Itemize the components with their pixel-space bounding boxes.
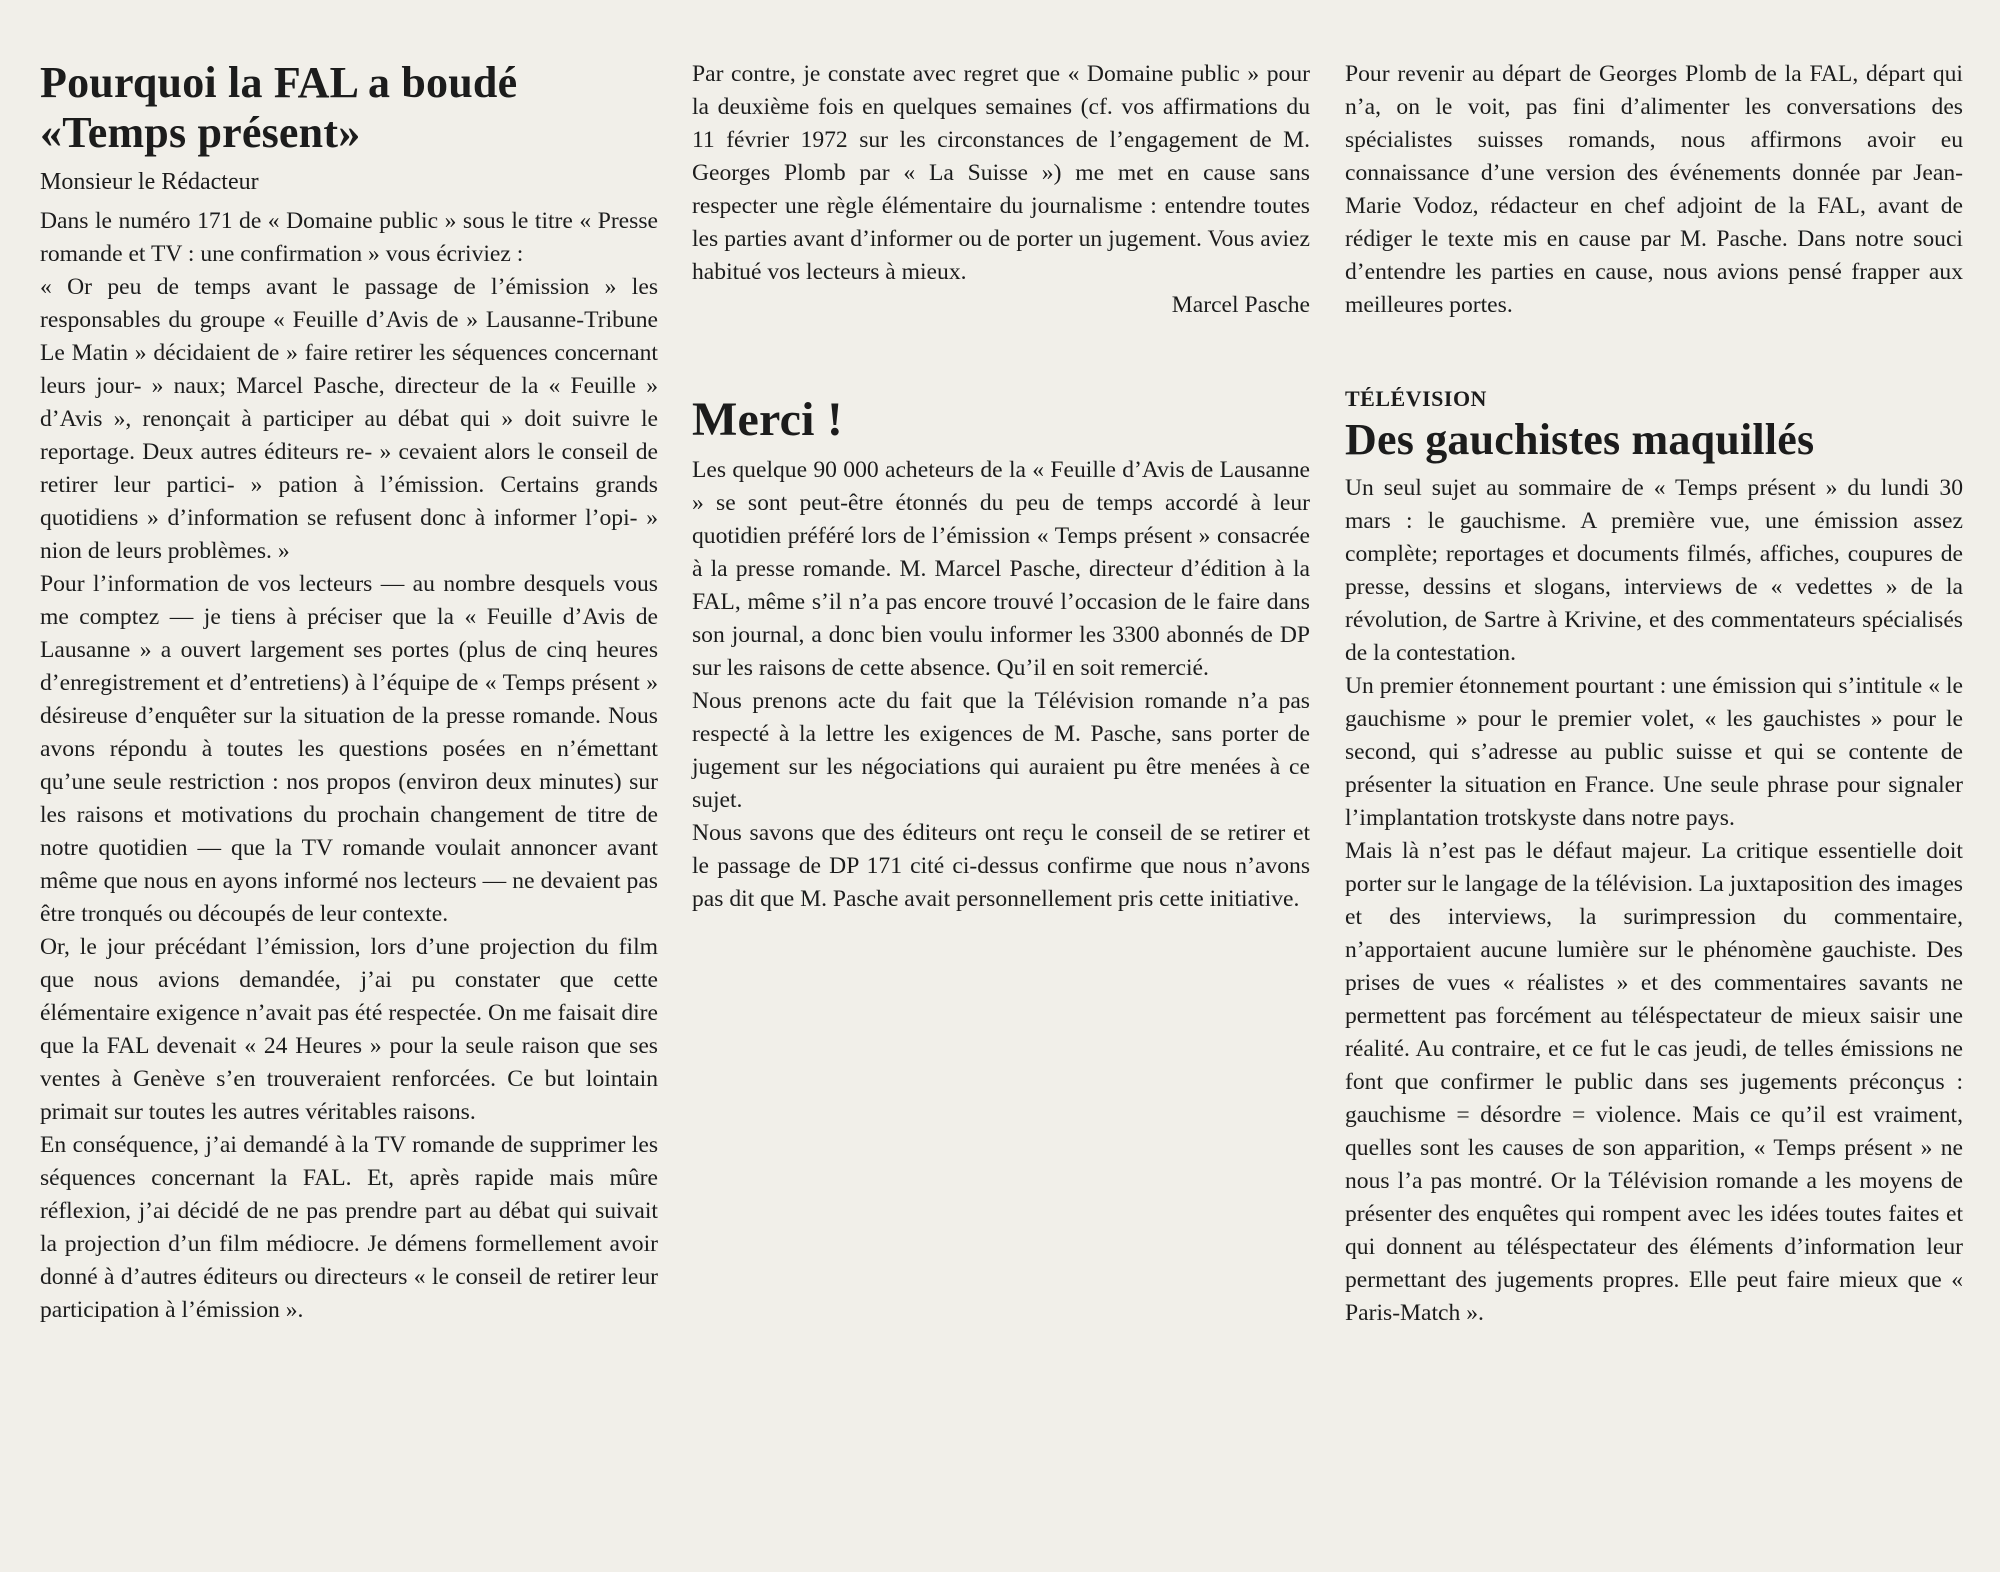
article3-kicker: TÉLÉVISION bbox=[1345, 386, 1487, 411]
article2-paragraph: Nous savons que des éditeurs ont reçu le conseil de se retirer et le passage de DP 171 cité ci-dessus confirme que nous n’avons pas dit que M. Pasche avait personnellement pris cette initiative. bbox=[692, 820, 1310, 912]
article2-paragraph: Pour revenir au départ de Georges Plomb de la FAL, départ qui n’a, on le voit, pas fini d’alimenter les conversations des spécialistes suisses romands, nous affirmons avoir eu connaissance d’une version des événements donnée par Jean-Marie Vodoz, rédacteur en chef adjoint de la FAL, avant de rédiger le texte mis en cause par M. Pasche. Dans notre souci d’entendre les parties en cause, nous avions pensé frapper aux meilleures portes. bbox=[1345, 61, 1963, 318]
article3-paragraph: Un premier étonnement pourtant : une émission qui s’intitule « le gauchisme » pour le premier volet, « les gauchistes » pour le second, qui s’adresse au public suisse et qui se contente de présenter la situation en France. Une seule phrase pour signaler l’implantation trotskyste dans notre pays. bbox=[1345, 673, 1963, 831]
article1-paragraph: Par contre, je constate avec regret que « Domaine public » pour la deuxième fois en quelques semaines (cf. vos affirmations du 11 février 1972 sur les circonstances de l’engagement de M. Georges Plomb par « La Suisse ») me met en cause sans respecter une règle élémentaire du journalisme : entendre toutes les parties avant d’informer ou de porter un jugement. Vous aviez habitué vos lecteurs à mieux. bbox=[692, 61, 1310, 285]
column-1 bbox=[40, 58, 658, 1327]
article1-signature: Marcel Pasche bbox=[1171, 292, 1310, 318]
article3-paragraph: Un seul sujet au sommaire de « Temps présent » du lundi 30 mars : le gauchisme. A première vue, une émission assez complète; reportages et documents filmés, affiches, coupures de presse, dessins et slogans, interviews de « vedettes » de la révolution, de Sartre à Krivine, et des commentateurs spécialisés de la contestation. bbox=[1345, 475, 1963, 666]
article2-title: Merci ! bbox=[692, 393, 844, 446]
article3-paragraph: Mais là n’est pas le défaut majeur. La critique essentielle doit porter sur le langage de la télévision. La juxtaposition des images et des interviews, la surimpression du commentaire, n’apportaient aucune lumière sur le phénomène gauchiste. Des prises de vues « réalistes » et des commentaires savants ne permettent pas forcément au téléspectateur de mieux saisir une réalité. Au contraire, et ce fut le cas jeudi, de telles émissions ne font que confirmer le public dans ses jugements préconçus : gauchisme = désordre = violence. Mais ce qu’il est vraiment, quelles sont les causes de son apparition, « Temps présent » ne nous l’a pas montré. Or la Télévision romande a les moyens de présenter des enquêtes qui rompent avec les idées toutes faites et qui donnent au téléspectateur des éléments d’information leur permettant des jugements propres. Elle peut faire mieux que « Paris-Match ». bbox=[1345, 838, 1963, 1326]
column-2 bbox=[692, 58, 1310, 916]
article3-title: Des gauchistes maquillés bbox=[1345, 415, 1815, 464]
article1-paragraph: En conséquence, j’ai demandé à la TV romande de supprimer les séquences concernant la FAL. Et, après rapide mais mûre réflexion, j’ai décidé de ne pas prendre part au débat qui suivait la projection d’un film médiocre. Je démens formellement avoir donné à d’autres éditeurs ou directeurs « le conseil de retirer leur participation à l’émission ». bbox=[40, 1132, 658, 1323]
article1-title-line1: Pourquoi la FAL a boudé bbox=[40, 58, 518, 107]
article1-paragraph: Pour l’information de vos lecteurs — au nombre desquels vous me comptez — je tiens à préciser que la « Feuille d’Avis de Lausanne » a ouvert largement ses portes (plus de cinq heures d’enregistrement et d’entretiens) à l’équipe de « Temps présent » désireuse d’enquêter sur la situation de la presse romande. Nous avons répondu à toutes les questions posées en n’émettant qu’une seule restriction : nos propos (environ deux minutes) sur les raisons et motivations du prochain changement de titre de notre quotidien — que la TV romande voulait annoncer avant même que nous en ayons informé nos lecteurs — ne devaient pas être tronqués ou découpés de leur contexte. bbox=[40, 571, 658, 927]
article1-title-line2: «Temps présent» bbox=[40, 108, 361, 157]
article1-paragraph: Or, le jour précédant l’émission, lors d’une projection du film que nous avions demandée, j’ai pu constater que cette élémentaire exigence n’avait pas été respectée. On me faisait dire que la FAL devenait « 24 Heures » pour la seule raison que ses ventes à Genève s’en trouveraient renforcées. Ce but lointain primait sur toutes les autres véritables raisons. bbox=[40, 934, 658, 1125]
column-3 bbox=[1345, 58, 1963, 1330]
article1-quote-paragraph: « Or peu de temps avant le passage de l’émission » les responsables du groupe « Feuille d’Avis de » Lausanne-Tribune Le Matin » décidaient de » faire retirer les séquences concernant leurs jour- » naux; Marcel Pasche, directeur de la « Feuille » d’Avis », renonçait à participer au débat qui » doit suivre le reportage. Deux autres éditeurs re- » cevaient alors le conseil de retirer leur partici- » pation à l’émission. Certains grands quotidiens » d’information se refusent donc à informer l’opi- » nion de leurs problèmes. » bbox=[40, 274, 658, 564]
article1-title bbox=[40, 58, 658, 158]
article1-salutation: Monsieur le Rédacteur bbox=[40, 169, 259, 195]
article1-paragraph: Dans le numéro 171 de « Domaine public » sous le titre « Presse romande et TV : une confirmation » vous écriviez : bbox=[40, 208, 658, 267]
article2-paragraph: Nous prenons acte du fait que la Télévision romande n’a pas respecté à la lettre les exigences de M. Pasche, sans porter de jugement sur les négociations qui auraient pu être menées à ce sujet. bbox=[692, 688, 1310, 813]
article2-paragraph: Les quelque 90 000 acheteurs de la « Feuille d’Avis de Lausanne » se sont peut-être étonnés du peu de temps accordé à leur quotidien préféré lors de l’émission « Temps présent » consacrée à la presse romande. M. Marcel Pasche, directeur d’édition à la FAL, même s’il n’a pas encore trouvé l’occasion de le faire dans son journal, a donc bien voulu informer les 3300 abonnés de DP sur les raisons de cette absence. Qu’il en soit remercié. bbox=[692, 457, 1310, 681]
